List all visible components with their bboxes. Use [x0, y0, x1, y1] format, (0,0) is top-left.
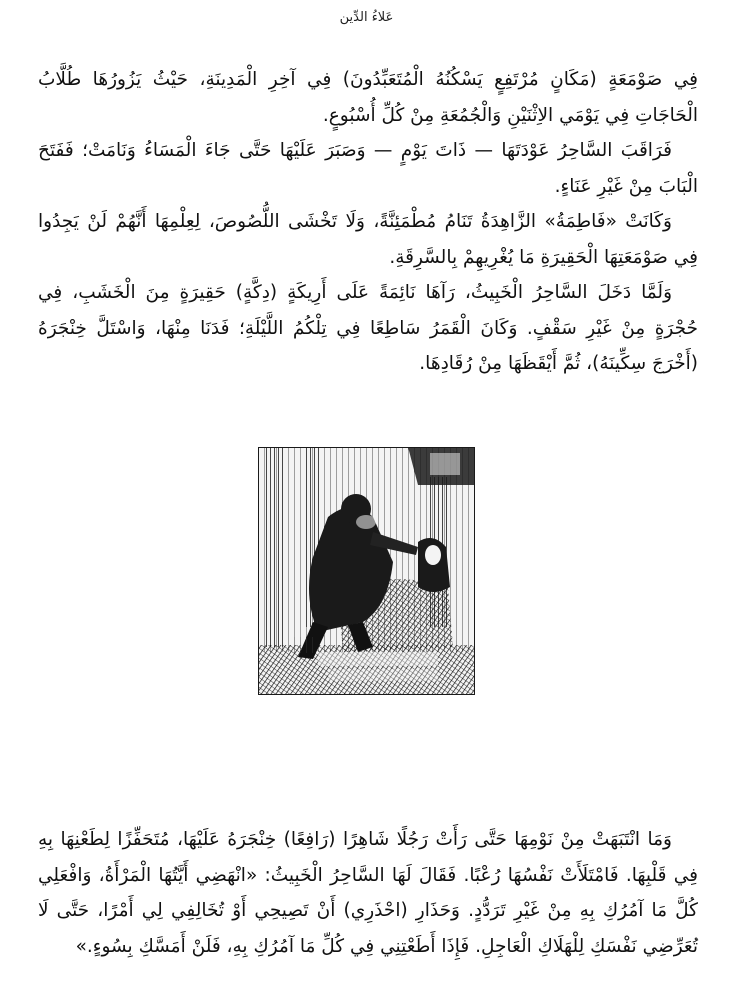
paragraph: فِي صَوْمَعَةٍ (مَكَانٍ مُرْتَفِعٍ يَسْكُنُهُ الْمُتَعَبِّدُونَ) فِي آخِرِ الْمَدِينَةِ، حَيْثُ يَزُورُهَا طُلَّابُ الْحَاجَاتِ فِي يَوْمَي الاِثْنَيْنِ وَالْجُمُعَةِ مِنْ كُلِّ أُسْبُوعٍ.: [38, 69, 698, 126]
engraving-illustration-icon: [258, 447, 475, 695]
paragraph: وَمَا انْتَبَهَتْ مِنْ نَوْمِهَا حَتَّى رَأَتْ رَجُلًا شَاهِرًا (رَافِعًا) خِنْجَرَهُ عَلَيْهَا، مُتَحَفِّزًا لِطَعْنِهَا بِهِ فِي قَلْبِهَا. فَامْتَلَأَتْ نَفْسُهَا رُعْبًا. فَقَالَ لَهَا السَّاحِرُ الْخَبِيثُ: «انْهَضِي أَيَّتُهَا الْمَرْأَةُ، وَافْعَلِي كُلَّ مَا آمُرُكِ بِهِ مِنْ غَيْرِ تَرَدُّدٍ. وَحَذَارِ (احْذَرِي) أَنْ تَصِيحِي أَوْ تُخَالِفِي لِي أَمْرًا، حَتَّى لَا تُعَرِّضِي نَفْسَكِ لِلْهَلَاكِ الْعَاجِلِ. فَإِذَا أَطَعْتِنِي فِي كُلِّ مَا آمُرُكِ بِهِ، فَلَنْ أَمَسَّكِ بِسُوءٍ.»: [38, 829, 698, 957]
paragraph: فَرَاقَبَ السَّاحِرُ عَوْدَتَهَا — ذَاتَ يَوْمٍ — وَصَبَرَ عَلَيْهَا حَتَّى جَاءَ الْمَسَاءُ وَنَامَتْ؛ فَفَتَحَ الْبَابَ مِنْ غَيْرِ عَنَاءٍ.: [38, 140, 698, 197]
top-text-block: [38, 62, 698, 382]
engraving-illustration: [258, 447, 475, 695]
running-header: عَلاءُ الدِّين: [339, 10, 394, 25]
paragraph: وَكَانَتْ «فَاطِمَةُ» الزَّاهِدَةُ تَنَامُ مُطْمَئِنَّةً، وَلَا تَخْشَى اللُّصُوصَ، لِعِلْمِهَا أَنَّهُمْ لَنْ يَجِدُوا فِي صَوْمَعَتِهَا الْحَقِيرَةِ مَا يُغْرِيهِمْ بِالسَّرِقَةِ.: [38, 211, 698, 268]
paragraph: وَلَمَّا دَخَلَ السَّاحِرُ الْخَبِيثُ، رَآهَا نَائِمَةً عَلَى أَرِيكَةٍ (دِكَّةٍ) حَقِيرَةٍ مِنَ الْخَشَبِ، فِي حُجْرَةٍ مِنْ غَيْرِ سَقْفٍ. وَكَانَ الْقَمَرُ سَاطِعًا فِي تِلْكُمُ اللَّيْلَةِ؛ فَدَنَا مِنْهَا، وَاسْتَلَّ خِنْجَرَهُ (أَخْرَجَ سِكِّينَهُ)، ثُمَّ أَيْقَظَهَا مِنْ رُقَادِهَا.: [38, 282, 698, 374]
bottom-text-block: [38, 822, 698, 964]
